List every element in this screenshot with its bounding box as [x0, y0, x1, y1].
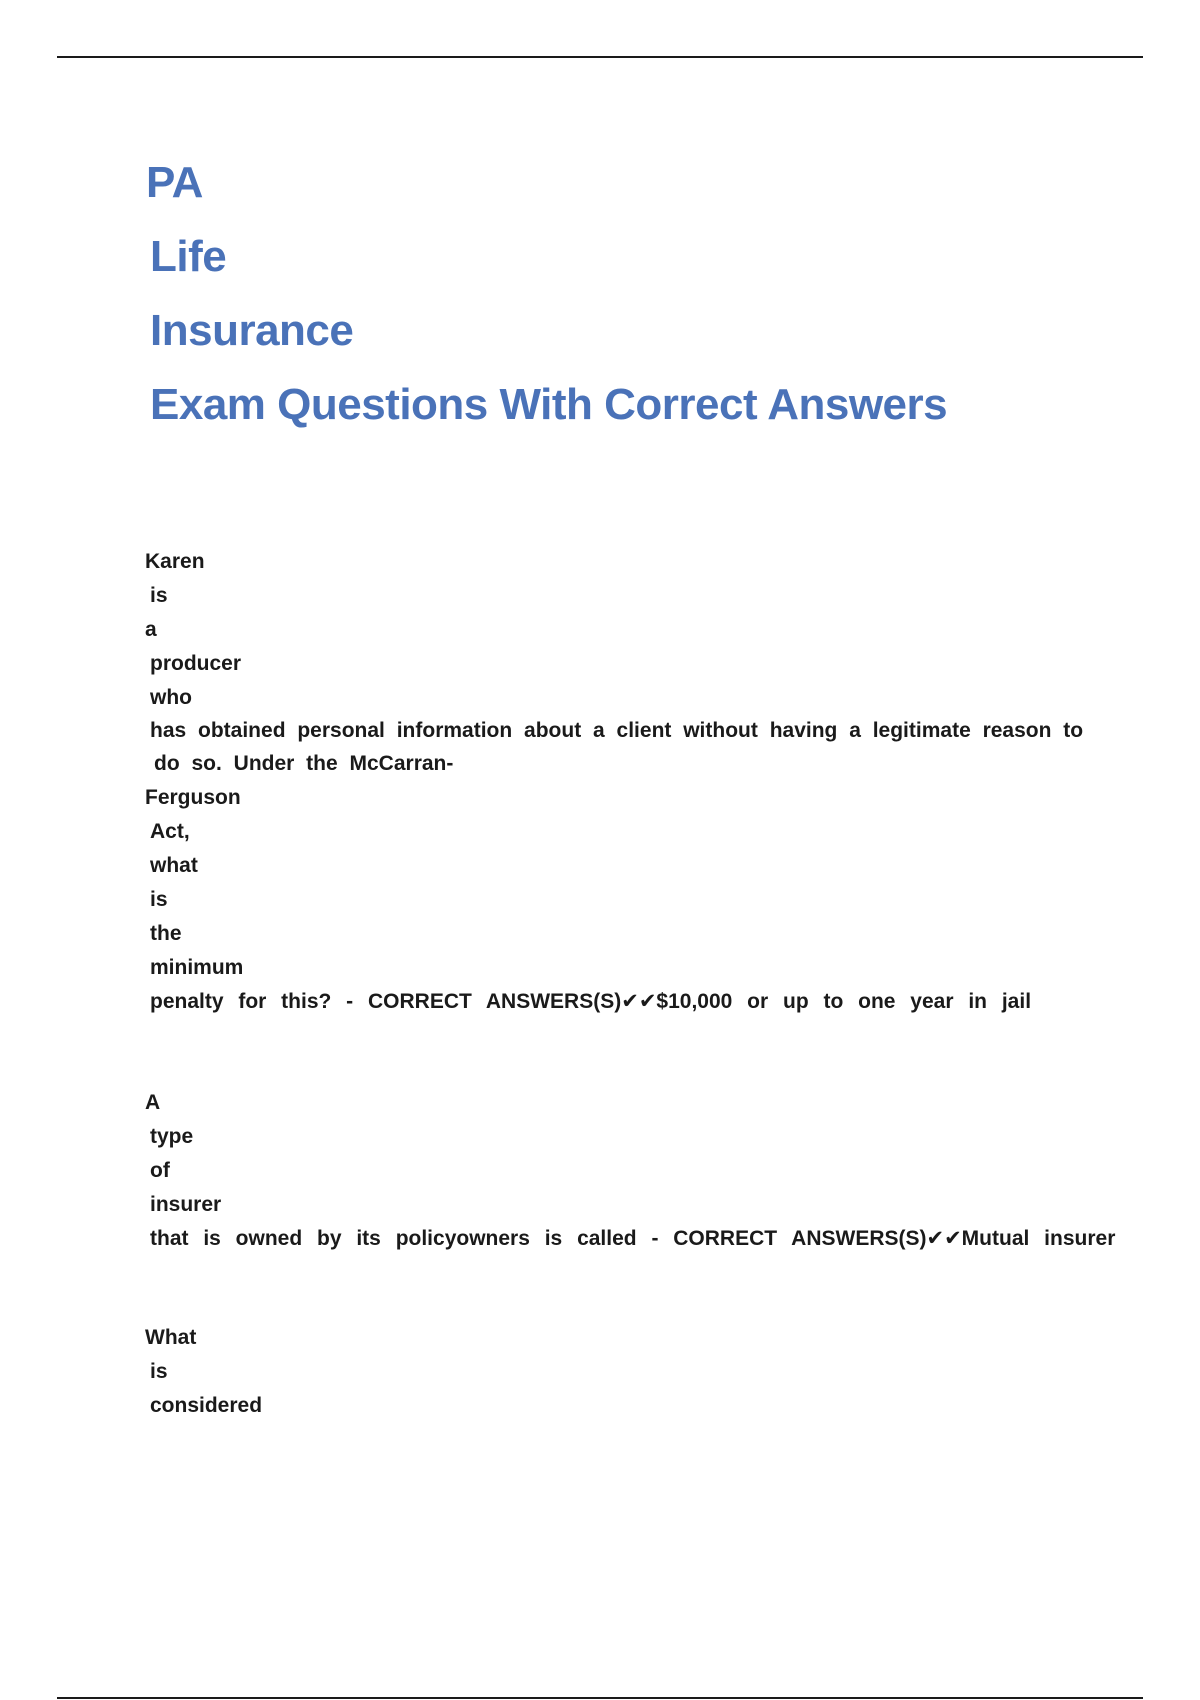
top-rule [57, 56, 1143, 58]
question-line: considered [150, 1394, 263, 1417]
bottom-rule [57, 1697, 1143, 1699]
question-line: A [145, 1091, 161, 1114]
question-line: the [150, 922, 182, 945]
question-line: is [150, 1360, 168, 1383]
question-block [145, 1086, 1116, 1256]
question-line: minimum [150, 956, 244, 979]
question-line: Act, [150, 820, 190, 843]
question-line: is [150, 584, 168, 607]
question-block [145, 1321, 1090, 1423]
title-line: Life [150, 232, 227, 281]
question-line: is [150, 888, 168, 911]
title-line: Insurance [150, 306, 354, 355]
answer-line: penalty for this? - CORRECT ANSWERS(S)✔✔$10,000 or up to one year in jail [150, 990, 1032, 1013]
question-block [145, 545, 1090, 1019]
question-line: type [150, 1125, 194, 1148]
answer-line: that is owned by its policyowners is called - CORRECT ANSWERS(S)✔✔Mutual insurer [150, 1227, 1116, 1250]
question-line: has obtained personal information about a client without having a legitimate reason to [150, 719, 1084, 742]
question-line: who [150, 686, 192, 709]
question-line: a [145, 618, 157, 641]
question-line: what [150, 854, 198, 877]
question-line: Karen [145, 550, 205, 573]
question-line: producer [150, 652, 242, 675]
document-title [146, 146, 1106, 442]
question-line: What [145, 1326, 197, 1349]
question-line: do so. Under the McCarran- [154, 752, 454, 775]
title-line: Exam Questions With Correct Answers [150, 380, 948, 429]
question-line: insurer [150, 1193, 222, 1216]
question-line: Ferguson [145, 786, 241, 809]
question-line: of [150, 1159, 170, 1182]
title-line: PA [146, 158, 203, 207]
